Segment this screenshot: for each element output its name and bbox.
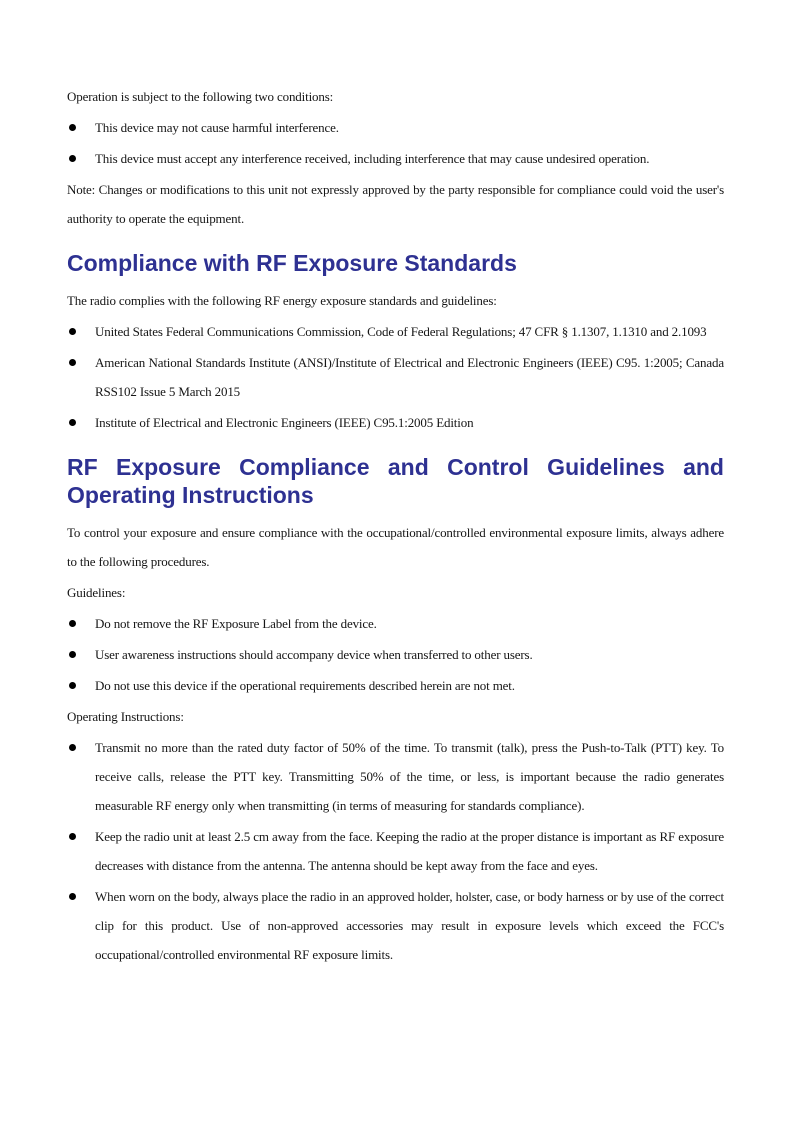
list-item <box>67 408 724 437</box>
list-item-text: This device may not cause harmful interference. <box>95 120 339 135</box>
list-item-text: When worn on the body, always place the radio in an approved holder, holster, case, or body harness or by use of the correct clip for this product. Use of non-approved accessories may result in exposure levels which exceed the FCC's occupational/controlled environmental RF exposure limits. <box>95 888 724 962</box>
list-item-text: Do not remove the RF Exposure Label from the device. <box>95 615 377 631</box>
bullet-icon <box>69 744 76 751</box>
bullet-icon <box>69 328 76 335</box>
section-heading-rf-exposure: RF Exposure Compliance and Control Guidelines and Operating Instructions <box>67 453 724 508</box>
list-item-text: United States Federal Communications Commission, Code of Federal Regulations; 47 CFR § 1.1307, 1.1310 and 2.1093 <box>95 323 707 339</box>
bullet-icon <box>69 124 76 131</box>
list-item <box>67 822 724 880</box>
operating-instructions-label: Operating Instructions: <box>67 708 184 724</box>
bullet-icon <box>69 651 76 658</box>
list-item <box>67 113 724 142</box>
guidelines-label: Guidelines: <box>67 584 126 600</box>
list-item <box>67 640 724 669</box>
list-item <box>67 733 724 820</box>
list-item-text: This device must accept any interference received, including interference that may cause undesired operation. <box>95 151 650 166</box>
bullet-icon <box>69 893 76 900</box>
list-item <box>67 317 724 346</box>
list-item-text: American National Standards Institute (ANSI)/Institute of Electrical and Electronic Engineers (IEEE) C95. 1:2005; Canada RSS102 Issue 5 March 2015 <box>95 354 724 399</box>
note-paragraph: Note: Changes or modifications to this unit not expressly approved by the party responsible for compliance could void the user's authority to operate the equipment. <box>67 182 724 226</box>
list-item-text: Institute of Electrical and Electronic Engineers (IEEE) C95.1:2005 Edition <box>95 414 474 430</box>
intro-paragraph: Operation is subject to the following two conditions: <box>67 89 334 104</box>
list-item <box>67 882 724 969</box>
paragraph: To control your exposure and ensure compliance with the occupational/controlled environmental exposure limits, always adhere to the following procedures. <box>67 524 724 569</box>
list-item <box>67 348 724 406</box>
list-item-text: Transmit no more than the rated duty factor of 50% of the time. To transmit (talk), press the Push-to-Talk (PTT) key. To receive calls, release the PTT key. Transmitting 50% of the time, or less, is important because the radio generates measurable RF energy only when transmitting (in terms of measuring for standards compliance). <box>95 739 724 813</box>
bullet-icon <box>69 833 76 840</box>
bullet-icon <box>69 682 76 689</box>
bullet-icon <box>69 620 76 627</box>
list-item <box>67 609 724 638</box>
list-item-text: Do not use this device if the operational requirements described herein are not met. <box>95 677 515 693</box>
bullet-icon <box>69 155 76 162</box>
section-heading-compliance: Compliance with RF Exposure Standards <box>67 250 517 276</box>
bullet-icon <box>69 419 76 426</box>
list-item-text: User awareness instructions should accompany device when transferred to other users. <box>95 646 533 662</box>
paragraph: The radio complies with the following RF energy exposure standards and guidelines: <box>67 292 497 308</box>
list-item-text: Keep the radio unit at least 2.5 cm away from the face. Keeping the radio at the proper distance is important as RF exposure decreases with distance from the antenna. The antenna should be kept away from the face and eyes. <box>95 828 724 873</box>
list-item <box>67 144 724 173</box>
bullet-icon <box>69 359 76 366</box>
list-item <box>67 671 724 700</box>
